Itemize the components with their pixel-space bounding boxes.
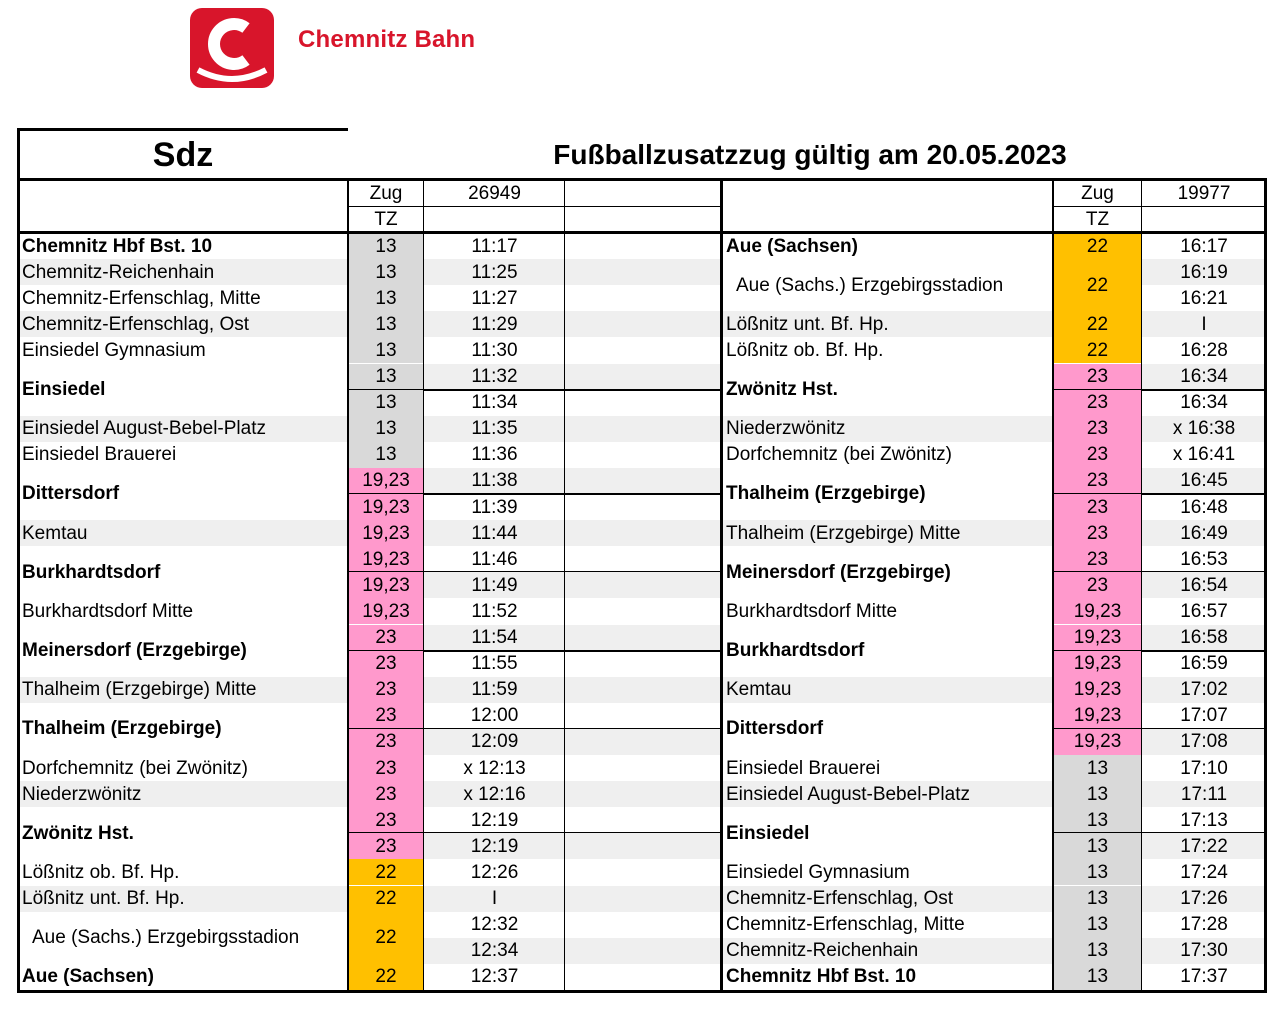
right-station-17: Kemtau [721, 677, 1053, 703]
left-tz-label: TZ [374, 208, 398, 230]
left-station-17: Thalheim (Erzgebirge) Mitte [17, 677, 348, 703]
left-time-16: 11:55 [471, 653, 518, 675]
left-time-25: I [424, 886, 565, 912]
right-tz-24: 13 [1053, 859, 1142, 885]
left-tz-17: 23 [348, 677, 424, 703]
left-zug-label: Zug [369, 183, 403, 204]
right-train-number: 19977 [1177, 183, 1231, 204]
left-time-12: 11:46 [471, 548, 518, 570]
left-tz-22: 23 [348, 807, 424, 833]
right-time-13: 16:54 [1142, 572, 1266, 598]
right-station-25: Chemnitz-Erfenschlag, Ost [721, 886, 1053, 912]
left-station-24: Lößnitz ob. Bf. Hp. [22, 861, 180, 883]
right-station-0: Aue (Sachsen) [726, 235, 858, 257]
left-station-18: Thalheim (Erzgebirge) [22, 718, 222, 740]
left-extra-9 [565, 468, 721, 494]
right-time-27: 17:30 [1142, 938, 1266, 964]
right-time-28: 17:37 [1180, 966, 1228, 988]
page-title: Fußballzusatzzug gültig am 20.05.2023 [553, 139, 1067, 170]
left-extra-24 [565, 859, 721, 885]
right-station-8: Dorfchemnitz (bei Zwönitz) [726, 444, 952, 466]
right-time-19: 17:08 [1142, 729, 1266, 755]
right-time-22: 17:13 [1180, 809, 1228, 831]
left-col-line [347, 181, 349, 990]
left-extra-3 [565, 311, 721, 337]
frame-bottom [17, 990, 1267, 993]
right-time-26: 17:28 [1180, 914, 1228, 936]
right-station-15: Burkhardtsdorf [726, 640, 865, 662]
right-tz-20: 13 [1053, 755, 1142, 781]
left-extra-28 [565, 964, 721, 990]
frame-left [17, 128, 20, 992]
left-time-8: 11:36 [471, 444, 518, 466]
right-time-5: 16:34 [1142, 364, 1266, 390]
left-time-3: 11:29 [424, 311, 565, 337]
left-extra-23 [565, 833, 721, 859]
right-tz-22: 13 [1053, 807, 1142, 833]
right-tz-1: 22 [1053, 259, 1142, 311]
right-tz-26: 13 [1053, 912, 1142, 938]
left-station-5: Einsiedel [22, 379, 106, 401]
left-extra-5 [565, 364, 721, 390]
left-col-line [564, 181, 565, 990]
left-tz-13: 19,23 [348, 572, 424, 598]
left-tz-8: 13 [348, 442, 424, 468]
left-extra-16 [565, 651, 721, 677]
left-time-6: 11:34 [471, 392, 518, 414]
left-time-0: 11:17 [471, 235, 518, 257]
right-time-18: 17:07 [1180, 705, 1228, 727]
left-station-26: Aue (Sachs.) Erzgebirgsstadion [32, 927, 300, 949]
left-station-15: Meinersdorf (Erzgebirge) [22, 640, 247, 662]
left-extra-0 [565, 233, 721, 259]
left-station-12: Burkhardtsdorf [22, 561, 161, 583]
right-tz-4: 22 [1053, 337, 1142, 363]
right-tz-3: 22 [1053, 311, 1142, 337]
right-time-1: 16:19 [1142, 259, 1266, 285]
left-station-8: Einsiedel Brauerei [22, 444, 177, 466]
right-tz-16: 19,23 [1053, 651, 1142, 677]
left-time-18: 12:00 [470, 705, 519, 727]
right-station-20: Einsiedel Brauerei [726, 757, 881, 779]
left-tz-6: 13 [348, 390, 424, 416]
right-zug-label: Zug [1081, 183, 1114, 204]
frame-body-line [17, 231, 1266, 234]
right-time-14: 16:57 [1180, 600, 1228, 622]
right-station-14: Burkhardtsdorf Mitte [726, 600, 898, 622]
right-time-8: x 16:41 [1172, 444, 1236, 466]
left-extra-15 [565, 625, 721, 651]
right-station-28: Chemnitz Hbf Bst. 10 [726, 966, 917, 988]
right-time-23: 17:22 [1142, 833, 1266, 859]
left-extra-7 [565, 416, 721, 442]
left-station-21: Niederzwönitz [17, 781, 348, 807]
left-station-20: Dorfchemnitz (bei Zwönitz) [22, 757, 248, 779]
left-extra-19 [565, 729, 721, 755]
left-tz-21: 23 [348, 781, 424, 807]
left-time-19: 12:09 [424, 729, 565, 755]
left-extra-22 [565, 807, 721, 833]
right-station-26: Chemnitz-Erfenschlag, Mitte [726, 914, 965, 936]
right-tz-5: 23 [1053, 364, 1142, 390]
left-time-23: 12:19 [424, 833, 565, 859]
right-time-21: 17:11 [1142, 781, 1266, 807]
left-time-1: 11:25 [424, 259, 565, 285]
left-extra-14 [565, 598, 721, 624]
left-tz-16: 23 [348, 651, 424, 677]
left-time-27: 12:34 [424, 938, 565, 964]
right-station-11: Thalheim (Erzgebirge) Mitte [721, 520, 1053, 546]
frame-middle [720, 181, 723, 990]
right-tz-11: 23 [1053, 520, 1142, 546]
right-time-7: x 16:38 [1142, 416, 1266, 442]
left-station-2: Chemnitz-Erfenschlag, Mitte [22, 287, 261, 309]
left-extra-4 [565, 337, 721, 363]
left-tz-7: 13 [348, 416, 424, 442]
left-tz-12: 19,23 [348, 546, 424, 572]
right-header-line [1053, 206, 1266, 207]
right-time-25: 17:26 [1142, 886, 1266, 912]
left-station-28: Aue (Sachsen) [22, 966, 154, 988]
left-station-14: Burkhardtsdorf Mitte [22, 600, 194, 622]
right-station-12: Meinersdorf (Erzgebirge) [726, 561, 951, 583]
right-tz-0: 22 [1053, 233, 1142, 259]
right-station-9: Thalheim (Erzgebirge) [726, 483, 926, 505]
left-extra-1 [565, 259, 721, 285]
right-tz-12: 23 [1053, 546, 1142, 572]
left-tz-2: 13 [348, 285, 424, 311]
right-tz-25: 13 [1053, 886, 1142, 912]
right-station-21: Einsiedel August-Bebel-Platz [721, 781, 1053, 807]
left-time-2: 11:27 [471, 287, 518, 309]
left-tz-25: 22 [348, 886, 424, 912]
right-time-4: 16:28 [1180, 339, 1228, 361]
left-tz-1: 13 [348, 259, 424, 285]
left-time-13: 11:49 [424, 572, 565, 598]
left-extra-2 [565, 285, 721, 311]
left-time-24: 12:26 [470, 861, 519, 883]
right-station-1: Aue (Sachs.) Erzgebirgsstadion [736, 274, 1004, 296]
left-time-20: x 12:13 [463, 757, 526, 779]
left-time-14: 11:52 [471, 600, 518, 622]
left-tz-18: 23 [348, 703, 424, 729]
left-tz-10: 19,23 [348, 494, 424, 520]
left-tz-24: 22 [348, 859, 424, 885]
left-tz-23: 23 [348, 833, 424, 859]
left-extra-20 [565, 755, 721, 781]
left-tz-11: 19,23 [348, 520, 424, 546]
left-tz-14: 19,23 [348, 598, 424, 624]
frame-top [17, 128, 348, 131]
brand-name: Chemnitz Bahn [298, 26, 476, 53]
train-category: Sdz [152, 135, 214, 174]
left-tz-19: 23 [348, 729, 424, 755]
right-station-24: Einsiedel Gymnasium [726, 861, 910, 883]
right-station-18: Dittersdorf [726, 718, 824, 740]
left-time-10: 11:39 [471, 496, 518, 518]
left-header-line [348, 206, 721, 207]
right-tz-21: 13 [1053, 781, 1142, 807]
left-station-9: Dittersdorf [22, 483, 120, 505]
left-extra-12 [565, 546, 721, 572]
right-time-10: 16:48 [1180, 496, 1228, 518]
left-time-21: x 12:16 [424, 781, 565, 807]
right-time-12: 16:53 [1180, 548, 1228, 570]
right-tz-13: 23 [1053, 572, 1142, 598]
left-tz-28: 22 [348, 964, 424, 990]
left-tz-26: 22 [348, 912, 424, 964]
right-time-16: 16:59 [1180, 653, 1228, 675]
right-time-0: 16:17 [1180, 235, 1228, 257]
left-station-1: Chemnitz-Reichenhain [17, 259, 348, 285]
left-time-17: 11:59 [424, 677, 565, 703]
left-station-22: Zwönitz Hst. [22, 822, 134, 844]
left-extra-6 [565, 390, 721, 416]
left-station-0: Chemnitz Hbf Bst. 10 [22, 235, 213, 257]
left-tz-3: 13 [348, 311, 424, 337]
left-extra-26 [565, 912, 721, 938]
left-time-22: 12:19 [470, 809, 519, 831]
right-tz-10: 23 [1053, 494, 1142, 520]
right-time-24: 17:24 [1180, 861, 1228, 883]
right-tz-6: 23 [1053, 390, 1142, 416]
left-time-9: 11:38 [424, 468, 565, 494]
left-extra-13 [565, 572, 721, 598]
left-tz-20: 23 [348, 755, 424, 781]
right-tz-9: 23 [1053, 468, 1142, 494]
left-extra-17 [565, 677, 721, 703]
left-time-11: 11:44 [424, 520, 565, 546]
left-time-4: 11:30 [471, 339, 518, 361]
right-station-27: Chemnitz-Reichenhain [721, 938, 1053, 964]
right-time-17: 17:02 [1142, 677, 1266, 703]
right-time-9: 16:45 [1142, 468, 1266, 494]
right-time-20: 17:10 [1180, 757, 1228, 779]
left-station-25: Lößnitz unt. Bf. Hp. [17, 886, 348, 912]
right-station-7: Niederzwönitz [721, 416, 1053, 442]
right-tz-15: 19,23 [1053, 625, 1142, 651]
left-extra-10 [565, 494, 721, 520]
left-extra-11 [565, 520, 721, 546]
right-tz-28: 13 [1053, 964, 1142, 990]
left-station-7: Einsiedel August-Bebel-Platz [17, 416, 348, 442]
frame-right [1264, 178, 1267, 992]
right-tz-27: 13 [1053, 938, 1142, 964]
right-tz-19: 19,23 [1053, 729, 1142, 755]
frame-header-line [17, 178, 1266, 181]
right-tz-17: 19,23 [1053, 677, 1142, 703]
right-station-3: Lößnitz unt. Bf. Hp. [721, 311, 1053, 337]
left-extra-21 [565, 781, 721, 807]
left-tz-5: 13 [348, 364, 424, 390]
right-tz-7: 23 [1053, 416, 1142, 442]
left-station-11: Kemtau [17, 520, 348, 546]
left-tz-0: 13 [348, 233, 424, 259]
left-train-number: 26949 [468, 183, 521, 204]
left-station-3: Chemnitz-Erfenschlag, Ost [17, 311, 348, 337]
right-time-6: 16:34 [1180, 392, 1228, 414]
right-col-line [1141, 181, 1142, 990]
left-time-15: 11:54 [424, 625, 565, 651]
right-station-4: Lößnitz ob. Bf. Hp. [726, 339, 884, 361]
left-col-line [423, 181, 424, 990]
right-tz-label: TZ [1085, 208, 1110, 230]
right-station-22: Einsiedel [726, 822, 810, 844]
left-tz-15: 23 [348, 625, 424, 651]
left-time-26: 12:32 [470, 914, 519, 936]
right-time-11: 16:49 [1142, 520, 1266, 546]
right-tz-18: 19,23 [1053, 703, 1142, 729]
right-tz-23: 13 [1053, 833, 1142, 859]
left-extra-27 [565, 938, 721, 964]
left-station-4: Einsiedel Gymnasium [22, 339, 206, 361]
left-time-7: 11:35 [424, 416, 565, 442]
right-col-line [1052, 181, 1054, 990]
left-tz-9: 19,23 [348, 468, 424, 494]
left-extra-8 [565, 442, 721, 468]
right-tz-14: 19,23 [1053, 598, 1142, 624]
left-extra-25 [565, 886, 721, 912]
left-tz-4: 13 [348, 337, 424, 363]
left-time-28: 12:37 [470, 966, 519, 988]
right-tz-8: 23 [1053, 442, 1142, 468]
left-extra-18 [565, 703, 721, 729]
left-time-5: 11:32 [424, 364, 565, 390]
right-time-2: 16:21 [1180, 287, 1228, 309]
right-time-15: 16:58 [1142, 625, 1266, 651]
right-time-3: I [1142, 311, 1266, 337]
right-station-5: Zwönitz Hst. [726, 379, 838, 401]
